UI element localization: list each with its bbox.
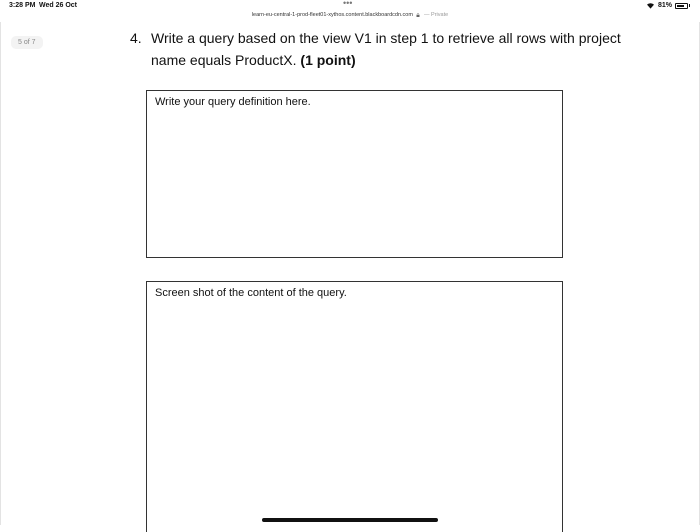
address-bar[interactable] <box>0 12 700 18</box>
query-screenshot-prompt: Screen shot of the content of the query. <box>155 287 347 299</box>
private-label: — Private <box>424 12 449 18</box>
page-counter: 5 of 7 <box>11 36 43 49</box>
document-viewer[interactable] <box>0 22 700 525</box>
page-edge-left <box>0 22 1 525</box>
question-text-block <box>151 27 621 71</box>
url-text: learn-eu-central-1-prod-fleet01-xythos.content.blackboardcdn.com <box>251 12 413 18</box>
query-definition-prompt: Write your query definition here. <box>155 96 311 108</box>
status-date: Wed 26 Oct <box>39 2 77 9</box>
status-indicators <box>646 2 690 9</box>
battery-icon <box>675 3 688 9</box>
query-definition-box <box>146 90 563 258</box>
battery-nub <box>689 4 690 7</box>
home-indicator[interactable] <box>262 518 438 522</box>
question-points: (1 point) <box>300 52 356 68</box>
status-bar <box>0 0 700 22</box>
query-screenshot-box <box>146 281 563 532</box>
battery-percentage: 81% <box>657 2 672 9</box>
lock-icon <box>416 13 420 17</box>
status-time: 3:28 PM <box>9 2 36 9</box>
battery-level-fill <box>677 5 684 7</box>
multitasking-dots-icon[interactable]: ••• <box>343 0 353 8</box>
question-text: Write a query based on the view V1 in step 1 to retrieve all rows with project name equals ProductX. <box>151 30 621 68</box>
question-number: 4. <box>130 30 142 46</box>
wifi-icon <box>646 2 655 9</box>
